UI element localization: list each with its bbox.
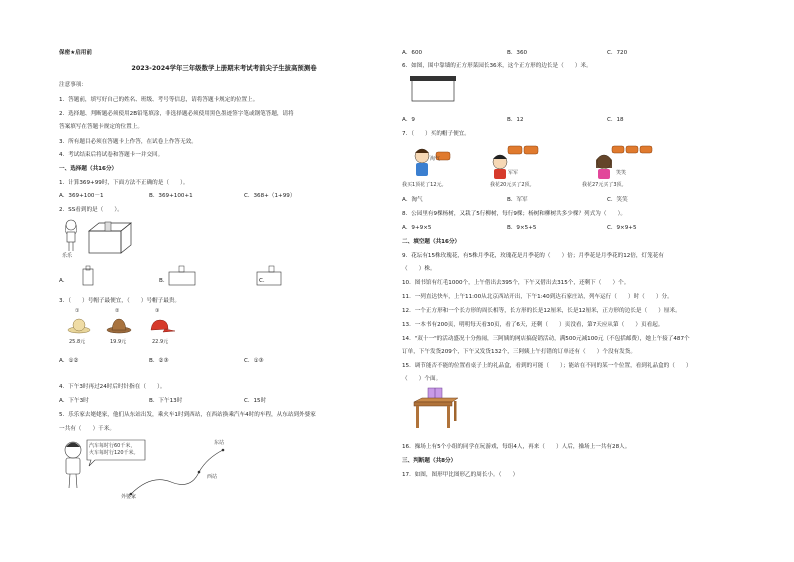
question-6: 6．如图，围中靠墙的正方形菜园长36米，这个正方形的边长是（ ）米。 (402, 63, 592, 69)
question-9-line-2: （ ）株。 (402, 266, 436, 272)
q7-options (402, 197, 628, 204)
map-east-station: 东站 (214, 440, 225, 446)
q5-option-b[interactable]: B．360 (507, 50, 528, 56)
question-15-line-2: （ ）个面。 (402, 376, 442, 382)
q1-options (59, 193, 295, 200)
question-14-line-1: 14．"双十一"的活动盛况十分热闹，三阿姨的网店搞促销活动，满500元减100元（不包括邮费），她上午接了487个 (402, 336, 690, 342)
map-west-station: 西站 (207, 474, 218, 480)
q6-option-a[interactable]: A．9 (402, 117, 415, 123)
hat-1-price: 25.8元 (69, 339, 86, 345)
view-option-c-drawing (255, 266, 295, 288)
q2-option-b[interactable]: B． (159, 278, 169, 284)
q2-option-a[interactable]: A． (59, 278, 69, 284)
child-box-illustration (61, 218, 141, 258)
q3-option-c[interactable]: C．①③ (244, 358, 264, 364)
q1-option-c[interactable]: C．368+（1+99） (244, 193, 296, 199)
section-fill: 二、填空题（共16分） (402, 239, 461, 245)
q2-option-c[interactable]: C． (259, 278, 269, 284)
q5-option-a[interactable]: A．600 (402, 50, 423, 56)
q3-option-b[interactable]: B．②③ (149, 358, 169, 364)
hat-2-number: ② (115, 308, 120, 314)
question-5-line-2: 一共有（ ）千米。 (59, 426, 115, 432)
q6-option-b[interactable]: B．12 (507, 117, 524, 123)
question-4: 4．下午3时再过24时后时针指在（ ）。 (59, 384, 166, 390)
question-16: 16．操场上有5个小组的同学在玩游戏，每组4人，再来（ ）人后，操场上一共有28人。 (402, 444, 631, 450)
caption-middle: 我花20元买了2顶。 (490, 182, 535, 188)
question-5-line-1: 5．乐乐家去姥姥家，他们从东站出发，乘火车1时到西站，在西站换乘汽车4时的车程，从东站到外婆家 (59, 412, 316, 418)
q8-option-c[interactable]: C．9×9+5 (607, 225, 637, 231)
q3-options (59, 358, 264, 365)
question-9-line-1: 9．花坛有15株玫瑰花，有5株月季花，玫瑰花是月季花的（ ）倍；月季花是月季花的12倍，灯笼花有 (402, 253, 664, 259)
note-2b: 答案填写在答题卡规定的位置上。 (59, 124, 143, 130)
q1-option-b[interactable]: B．369+100+1 (149, 193, 193, 199)
hat-3-number: ③ (155, 308, 160, 314)
q5-options (402, 50, 627, 57)
bubble-line-1: 汽车每时行60千米， (89, 443, 136, 449)
q1-option-a[interactable]: A．369+100－1 (59, 193, 104, 199)
question-12: 12．一个正方形和一个长方形的周长相等，长方形的长是12厘米，长是12厘米，正方形的边长是（ ）厘米。 (402, 308, 681, 314)
q7-option-b[interactable]: B．军军 (507, 197, 528, 203)
q7-option-a[interactable]: A．淘气 (402, 197, 423, 203)
note-2: 2．选择题、判断题必须使用2B铅笔填涂，非选择题必须使用黑色墨迹签字笔或钢笔答题，请将 (59, 111, 294, 117)
question-17: 17．如图，图形甲比图形乙的周长小。（ ） (402, 472, 519, 478)
hat-1-number: ① (75, 308, 80, 314)
hats-drawing (67, 316, 177, 336)
hat-3-price: 22.9元 (152, 339, 169, 345)
note-4: 4．考试结束后将试卷和答题卡一并交回。 (59, 152, 164, 158)
square-garden-drawing (410, 76, 460, 106)
question-2: 2．SS看到的是（ ）。 (59, 207, 123, 213)
view-option-a-drawing (69, 266, 99, 288)
caption-left: 我买1顶花了12元。 (402, 182, 447, 188)
q8-options (402, 225, 637, 232)
q3-option-a[interactable]: A．①② (59, 358, 79, 364)
question-14-line-2: 订单，下午发货209个，下午又发货132个，三阿姨上午打错的订单还有（ ）个没有发货。 (402, 349, 636, 355)
question-10: 10．图书馆有红毛1000个，上午借出去395个，下午又借出去315个，还剩下（ ）个。 (402, 280, 630, 286)
q7-option-c[interactable]: C．笑笑 (607, 197, 628, 203)
map-grandma-home: 外婆家 (121, 494, 137, 500)
child-name: 乐乐 (62, 253, 73, 259)
kid-junjun-name: 军军 (508, 170, 519, 176)
right-column (402, 0, 747, 562)
question-1: 1．计算369+99时，下面方法不正确的是（ ）。 (59, 180, 189, 186)
question-3: 3．（ ）号帽子最便宜，（ ）号帽子最贵。 (59, 298, 181, 304)
question-7: 7．（ ）买的帽子便宜。 (402, 131, 470, 137)
q5-option-c[interactable]: C．720 (607, 50, 628, 56)
note-1: 1．答题前，填写好自己的姓名、班级、考号等信息，请将答题卡规定的位置上。 (59, 97, 259, 103)
caption-right: 我花27元买了3顶。 (582, 182, 627, 188)
q4-option-a[interactable]: A．下午3时 (59, 398, 89, 404)
secret-label: 保密★启用前 (59, 50, 92, 56)
q4-option-b[interactable]: B．下午13时 (149, 398, 183, 404)
section-choice: 一、选择题（共16分） (59, 166, 118, 172)
exam-title: 2023-2024学年三年级数学上册期末考试考前尖子生拔高预测卷 (131, 64, 317, 72)
section-judge: 三、判断题（共8分） (402, 458, 457, 464)
table-giftbox-drawing (412, 386, 462, 432)
q4-options (59, 398, 266, 405)
view-option-b-drawing (167, 266, 207, 288)
question-8: 8．公园里有9棵杨树，又栽了5行柳树，每行9棵；杨树和柳树共多少棵？列式为（ ）。 (402, 211, 626, 217)
q8-option-a[interactable]: A．9+9×5 (402, 225, 432, 231)
question-15-line-1: 15．调节能否不能的位置看桌子上的礼品盒，看到的可能（ ）；能站在不同的某一个位置，看到礼品盒的（ ） (402, 363, 692, 369)
note-3: 3．所有题目必须在答题卡上作答，在试卷上作答无效。 (59, 139, 197, 145)
question-11: 11．一列直达快车，上午11:00从北京西站开出，下午1:40到达石家庄站，列车运行（ ）时（ ）分。 (402, 294, 673, 300)
q8-option-b[interactable]: B．9×5+5 (507, 225, 537, 231)
bubble-line-2: 火车每时行120千米。 (89, 450, 139, 456)
q4-option-c[interactable]: C．15时 (244, 398, 267, 404)
notes-heading: 注意事项： (59, 82, 87, 88)
hat-2-price: 19.9元 (110, 339, 127, 345)
question-13: 13．一本书有200页，明明每天看30页，看了6天，还剩（ ）页没看，第7天应从第（ ）页看起。 (402, 322, 664, 328)
left-column (59, 0, 389, 562)
q6-options (402, 117, 624, 124)
q6-option-c[interactable]: C．18 (607, 117, 624, 123)
kid-taoqi-name: 淘气 (430, 156, 441, 162)
kid-xiaoxiao-name: 笑笑 (616, 170, 627, 176)
